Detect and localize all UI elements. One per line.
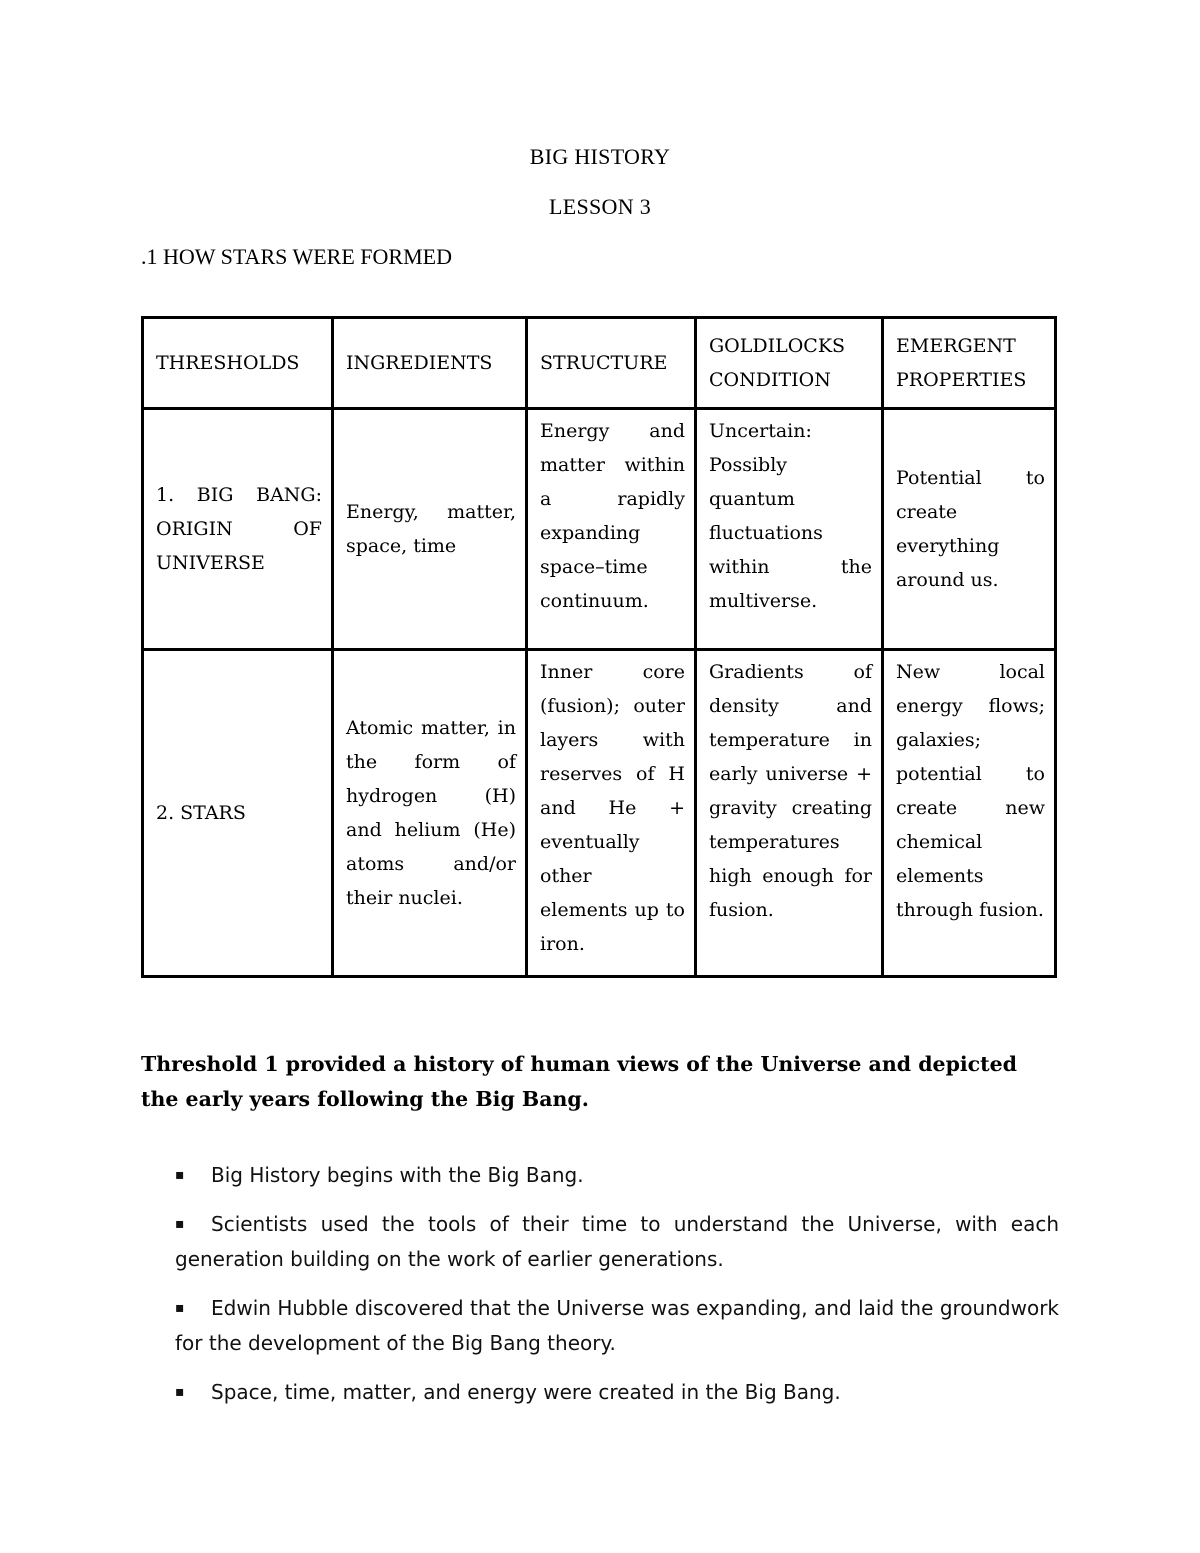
bullet-icon: ▪ [175,1216,185,1232]
summary-paragraph: Threshold 1 provided a history of human views of the Universe and depicted the early years following the Big Bang. [141,1051,1018,1111]
list-item [175,1207,1059,1277]
bullet-list [175,1158,1059,1424]
table-row [143,409,1056,650]
cell-structure: Energy and matter within a rapidly expanding space–time continuum. [527,409,696,650]
cell-ingredients: Atomic matter, in the form of hydrogen (H) and helium (He) atoms and/or their nuclei. [333,650,527,977]
list-item-text: Scientists used the tools of their time to understand the Universe, with each generation building on the work of earlier generations. [175,1212,1059,1271]
thresholds-table [141,316,1057,978]
table-header-row [143,318,1056,409]
bullet-icon: ▪ [175,1384,185,1400]
column-header-ingredients: INGREDIENTS [333,318,527,409]
list-item [175,1291,1059,1361]
cell-threshold: 1. BIG BANG: ORIGIN OF UNIVERSE [143,409,333,650]
lesson-subtitle: LESSON 3 [548,194,652,219]
section-heading: .1 HOW STARS WERE FORMED [141,244,452,269]
column-header-goldilocks: GOLDILOCKS CONDITION [696,318,883,409]
list-item-text: Edwin Hubble discovered that the Universe was expanding, and laid the groundwork for the development of the Big Bang theory. [175,1296,1059,1355]
bullet-icon: ▪ [175,1300,185,1316]
cell-emergent: New local energy flows; galaxies; potential to create new chemical elements through fusion. [883,650,1056,977]
list-item-text: Space, time, matter, and energy were created in the Big Bang. [211,1380,841,1404]
cell-structure: Inner core (fusion); outer layers with reserves of H and He + eventually other elements up to iron. [527,650,696,977]
table-row [143,650,1056,977]
document-title: BIG HISTORY [529,144,671,169]
cell-goldilocks: Gradients of density and temperature in early universe + gravity creating temperatures high enough for fusion. [696,650,883,977]
column-header-thresholds: THRESHOLDS [143,318,333,409]
bullet-icon: ▪ [175,1167,185,1183]
cell-threshold: 2. STARS [143,650,333,977]
cell-emergent: Potential to create everything around us. [883,409,1056,650]
list-item-text: Big History begins with the Big Bang. [211,1163,584,1187]
cell-ingredients: Energy, matter, space, time [333,409,527,650]
list-item [175,1158,1059,1193]
column-header-structure: STRUCTURE [527,318,696,409]
column-header-emergent: EMERGENT PROPERTIES [883,318,1056,409]
cell-goldilocks: Uncertain: Possibly quantum fluctuations within the multiverse. [696,409,883,650]
list-item [175,1375,1059,1410]
